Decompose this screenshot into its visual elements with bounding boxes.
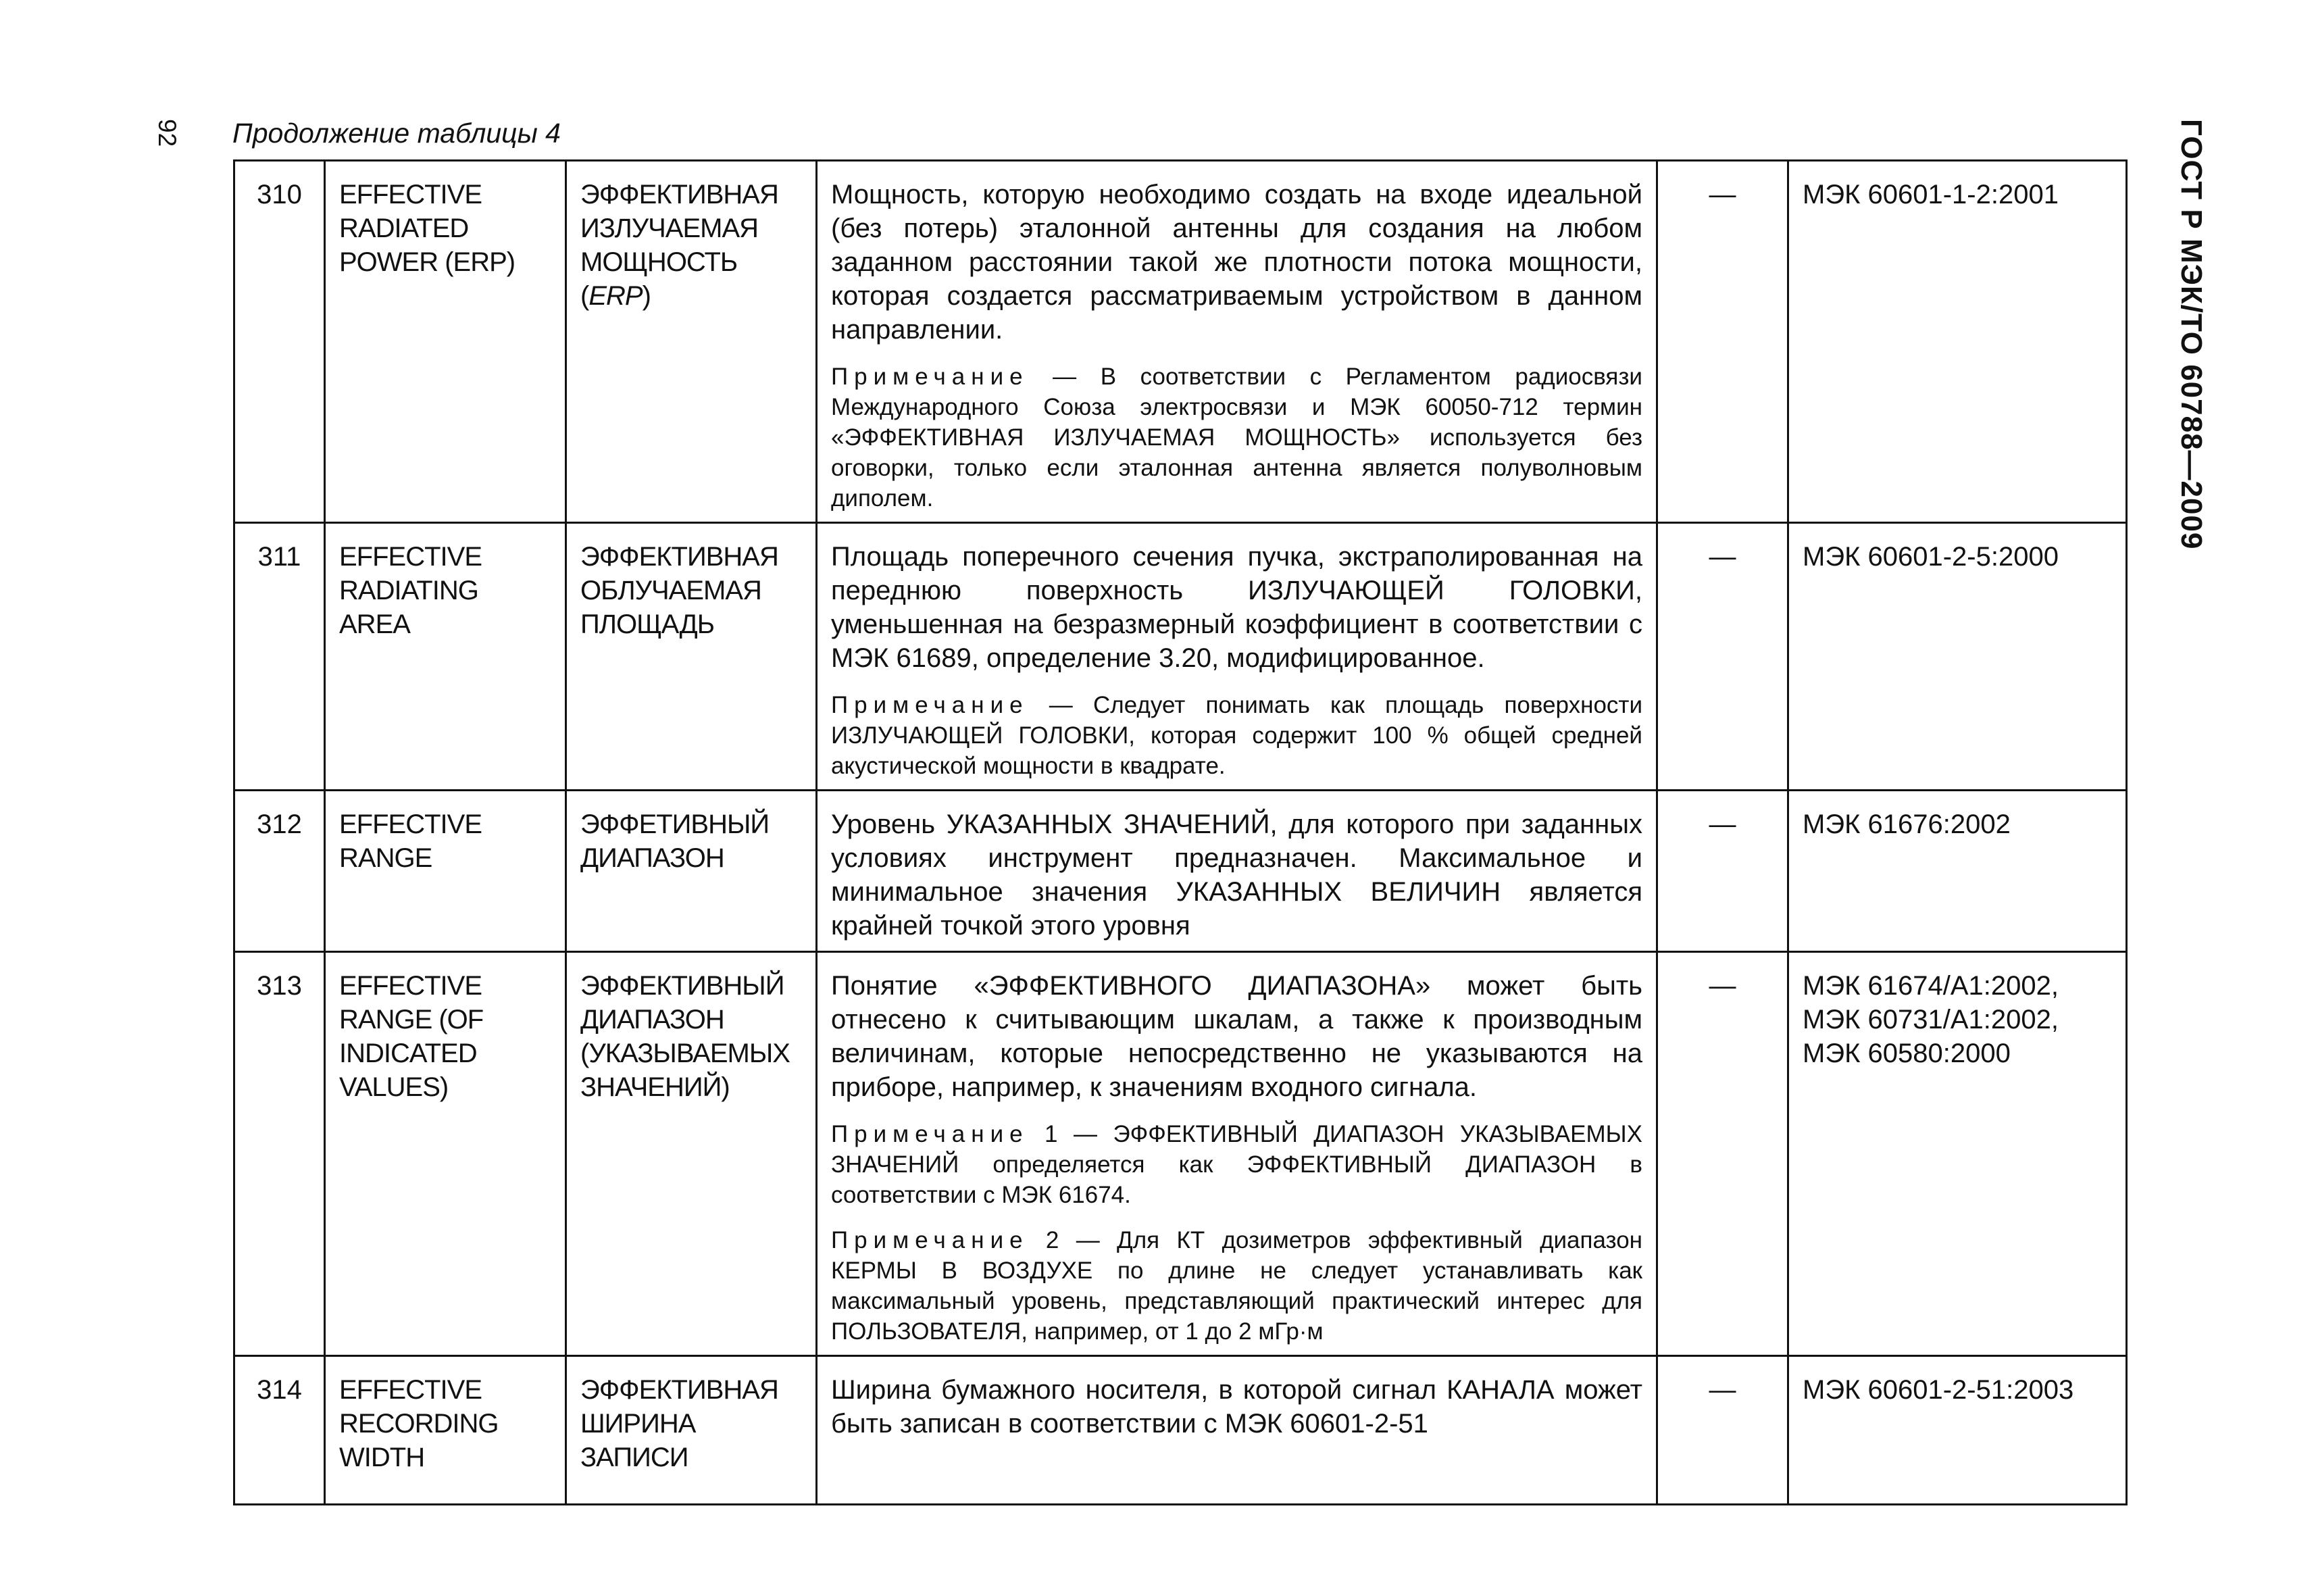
term-number: 313 xyxy=(234,952,325,1356)
note-label: Примечание xyxy=(831,1227,1029,1253)
definition-note xyxy=(831,1119,1642,1210)
term-russian-text: ЭФФЕКТИВНАЯ ИЗЛУЧАЕМАЯ МОЩНОСТЬ ( xyxy=(580,180,778,311)
definition-note xyxy=(831,690,1642,781)
term-source: МЭК 61674/А1:2002, МЭК 60731/А1:2002, МЭК 60580:2000 xyxy=(1788,952,2127,1356)
term-dash: — xyxy=(1657,791,1788,952)
term-definition xyxy=(817,952,1657,1356)
table-row xyxy=(234,1356,2127,1505)
term-source: МЭК 60601-2-5:2000 xyxy=(1788,523,2127,791)
term-definition xyxy=(817,161,1657,523)
definition-text: Мощность, которую необходимо создать на входе идеальной (без потерь) эталонной антенны для создания на любом заданном расстоянии такой же плотности потока мощности, которая создается рассматриваемым устройством в данном направлении. xyxy=(831,180,1642,345)
term-number: 310 xyxy=(234,161,325,523)
term-source: МЭК 60601-1-2:2001 xyxy=(1788,161,2127,523)
table-row xyxy=(234,791,2127,952)
term-english: EFFECTIVE RANGE xyxy=(325,791,566,952)
term-abbreviation: ERP xyxy=(588,281,643,311)
term-definition xyxy=(817,523,1657,791)
term-source: МЭК 60601-2-51:2003 xyxy=(1788,1356,2127,1505)
page-number: 92 xyxy=(153,119,181,147)
document-header: ГОСТ Р МЭК/ТО 60788—2009 xyxy=(2175,119,2208,550)
note-label: Примечание xyxy=(831,1121,1029,1147)
term-english: EFFECTIVE RADIATING AREA xyxy=(325,523,566,791)
term-english: EFFECTIVE RECORDING WIDTH xyxy=(325,1356,566,1505)
term-number: 311 xyxy=(234,523,325,791)
term-dash: — xyxy=(1657,1356,1788,1505)
term-russian-tail: ) xyxy=(642,281,651,311)
term-definition xyxy=(817,1356,1657,1505)
term-dash: — xyxy=(1657,952,1788,1356)
note-text: 1 — ЭФФЕКТИВНЫЙ ДИАПАЗОН УКАЗЫВАЕМЫХ ЗНАЧЕНИЙ определяется как ЭФФЕКТИВНЫЙ ДИАПАЗОН в соответствии с МЭК 61674. xyxy=(831,1121,1642,1208)
definition-text: Ширина бумажного носителя, в которой сигнал КАНАЛА может быть записан в соответствии с МЭК 60601-2-51 xyxy=(831,1375,1642,1439)
definition-text: Уровень УКАЗАННЫХ ЗНАЧЕНИЙ, для которого при заданных условиях инструмент предназначен. Максимальное и минимальное значения УКАЗАННЫХ ВЕЛИЧИН является крайней точкой этого уровня xyxy=(831,809,1642,941)
term-dash: — xyxy=(1657,161,1788,523)
term-definition xyxy=(817,791,1657,952)
term-russian xyxy=(566,161,817,523)
table-row xyxy=(234,952,2127,1356)
term-english: EFFECTIVE RADIATED POWER (ERP) xyxy=(325,161,566,523)
note-label: Примечание xyxy=(831,364,1029,390)
definition-text: Понятие «ЭФФЕКТИВНОГО ДИАПАЗОНА» может быть отнесено к считывающим шкалам, а также к производным величинам, которые непосредственно не указываются на приборе, например, к значениям входного сигнала. xyxy=(831,971,1642,1102)
definition-note xyxy=(831,361,1642,514)
term-russian: ЭФФЕКТИВНАЯ ОБЛУЧАЕМАЯ ПЛОЩАДЬ xyxy=(566,523,817,791)
term-number: 314 xyxy=(234,1356,325,1505)
term-dash: — xyxy=(1657,523,1788,791)
term-english: EFFECTIVE RANGE (OF INDICATED VALUES) xyxy=(325,952,566,1356)
table-row xyxy=(234,523,2127,791)
term-russian: ЭФФЕКТИВНАЯ ШИРИНА ЗАПИСИ xyxy=(566,1356,817,1505)
note-text: — Следует понимать как площадь поверхности ИЗЛУЧАЮЩЕЙ ГОЛОВКИ, которая содержит 100 % общей средней акустической мощности в квадрате. xyxy=(831,692,1642,779)
terms-table xyxy=(233,159,2128,1505)
note-text: — В соответствии с Регламентом радиосвязи Международного Союза электросвязи и МЭК 60050-712 термин «ЭФФЕКТИВНАЯ ИЗЛУЧАЕМАЯ МОЩНОСТЬ» используется без оговорки, только если эталонная антенна является полуволновым диполем. xyxy=(831,364,1642,512)
note-text: 2 — Для КТ дозиметров эффективный диапазон КЕРМЫ В ВОЗДУХЕ по длине не следует устанавливать как максимальный уровень, представляющий практический интерес для ПОЛЬЗОВАТЕЛЯ, например, от 1 до 2 мГр·м xyxy=(831,1227,1642,1345)
term-russian: ЭФФЕТИВНЫЙ ДИАПАЗОН xyxy=(566,791,817,952)
definition-note xyxy=(831,1225,1642,1347)
definition-text: Площадь поперечного сечения пучка, экстраполированная на переднюю поверхность ИЗЛУЧАЮЩЕЙ ГОЛОВКИ, уменьшенная на безразмерный коэффициент в соответствии с МЭК 61689, определение 3.20, модифицированное. xyxy=(831,542,1642,673)
table-row xyxy=(234,161,2127,523)
term-number: 312 xyxy=(234,791,325,952)
term-russian: ЭФФЕКТИВНЫЙ ДИАПАЗОН (УКАЗЫВАЕМЫХ ЗНАЧЕНИЙ) xyxy=(566,952,817,1356)
table-caption: Продолжение таблицы 4 xyxy=(232,118,561,149)
term-source: МЭК 61676:2002 xyxy=(1788,791,2127,952)
note-label: Примечание xyxy=(831,692,1029,718)
